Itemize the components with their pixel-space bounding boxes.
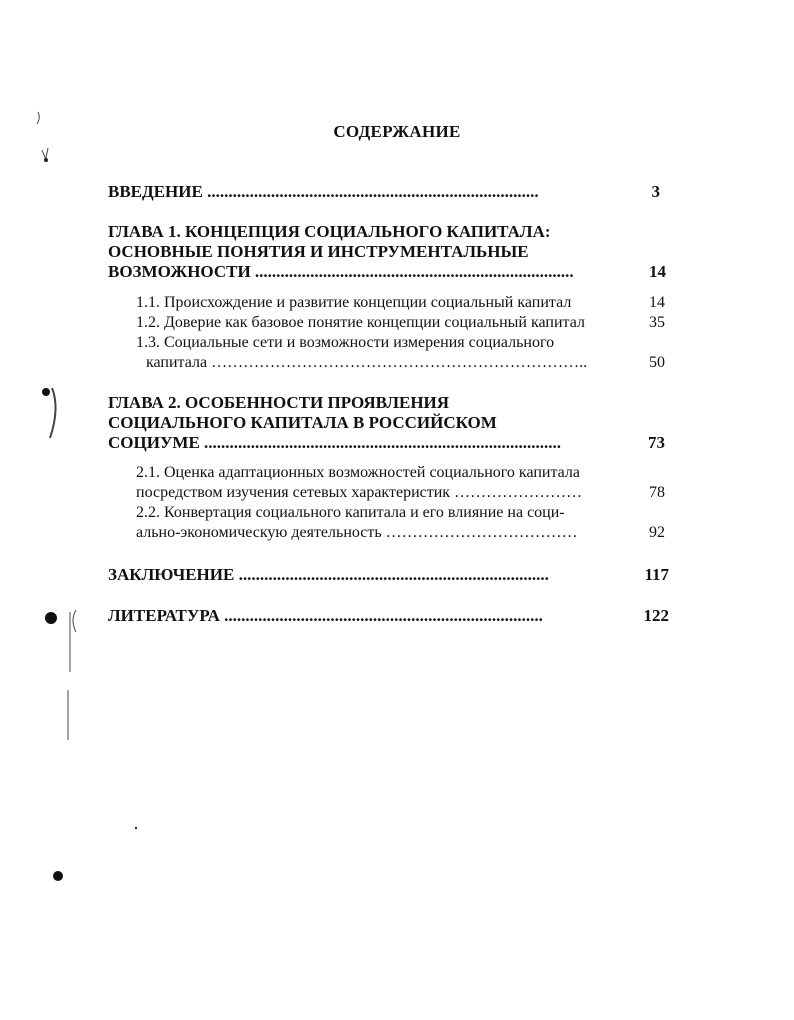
scan-dot [135,827,137,829]
section-2-1-line2: посредством изучения сетевых характеристик …………………… [136,484,583,501]
toc-page-chapter1: 14 [649,262,666,281]
toc-page-section-1-1: 14 [649,294,665,311]
scan-blot [45,612,57,624]
section-1-1: 1.1. Происхождение и развитие концепции социальный капитал [136,294,572,311]
page-title: СОДЕРЖАНИЕ [333,122,461,141]
section-1-3-line1: 1.3. Социальные сети и возможности измерения социального [136,334,555,351]
toc-page-section-2-2: 92 [649,524,665,541]
toc-page-chapter2: 73 [648,433,665,452]
scan-blot [53,871,63,881]
toc-entry-intro: ВВЕДЕНИЕ .............................................................................. [108,182,539,201]
toc-page-section-1-3: 50 [649,354,665,371]
chapter2-title-line1: ГЛАВА 2. ОСОБЕННОСТИ ПРОЯВЛЕНИЯ [108,393,450,412]
scan-curve-mark [73,610,76,632]
chapter1-title-line3: ВОЗМОЖНОСТИ ........................................................................... [108,262,574,281]
chapter2-title-line3: СОЦИУМЕ .................................................................................... [108,433,562,452]
toc-page-conclusion: 117 [644,565,669,584]
toc-page-intro: 3 [651,182,660,201]
scan-speck-mark [37,112,39,124]
scan-dot [44,158,48,162]
section-2-1-line1: 2.1. Оценка адаптационных возможностей социального капитала [136,464,580,481]
toc-page-section-1-2: 35 [649,314,665,331]
toc-page-section-2-1: 78 [649,484,665,501]
section-2-2-line2: ально-экономическую деятельность ……………………………… [136,524,578,541]
section-1-2: 1.2. Доверие как базовое понятие концепции социальный капитал [136,314,585,331]
section-1-3-line2: капитала …………………………………………………………….. [146,354,588,371]
toc-entry-conclusion: ЗАКЛЮЧЕНИЕ ......................................................................... [108,565,549,584]
scan-line-mark [68,612,70,740]
toc-entry-literature: ЛИТЕРАТУРА ........................................................................... [108,606,543,625]
toc-page-literature: 122 [643,606,669,625]
chapter1-title-line1: ГЛАВА 1. КОНЦЕПЦИЯ СОЦИАЛЬНОГО КАПИТАЛА: [108,222,551,241]
scan-curve-mark [50,388,56,438]
chapter2-title-line2: СОЦИАЛЬНОГО КАПИТАЛА В РОССИЙСКОМ [108,413,497,432]
section-2-2-line1: 2.2. Конвертация социального капитала и его влияние на соци- [136,504,565,521]
scan-blot [42,388,50,396]
chapter1-title-line2: ОСНОВНЫЕ ПОНЯТИЯ И ИНСТРУМЕНТАЛЬНЫЕ [108,242,529,261]
